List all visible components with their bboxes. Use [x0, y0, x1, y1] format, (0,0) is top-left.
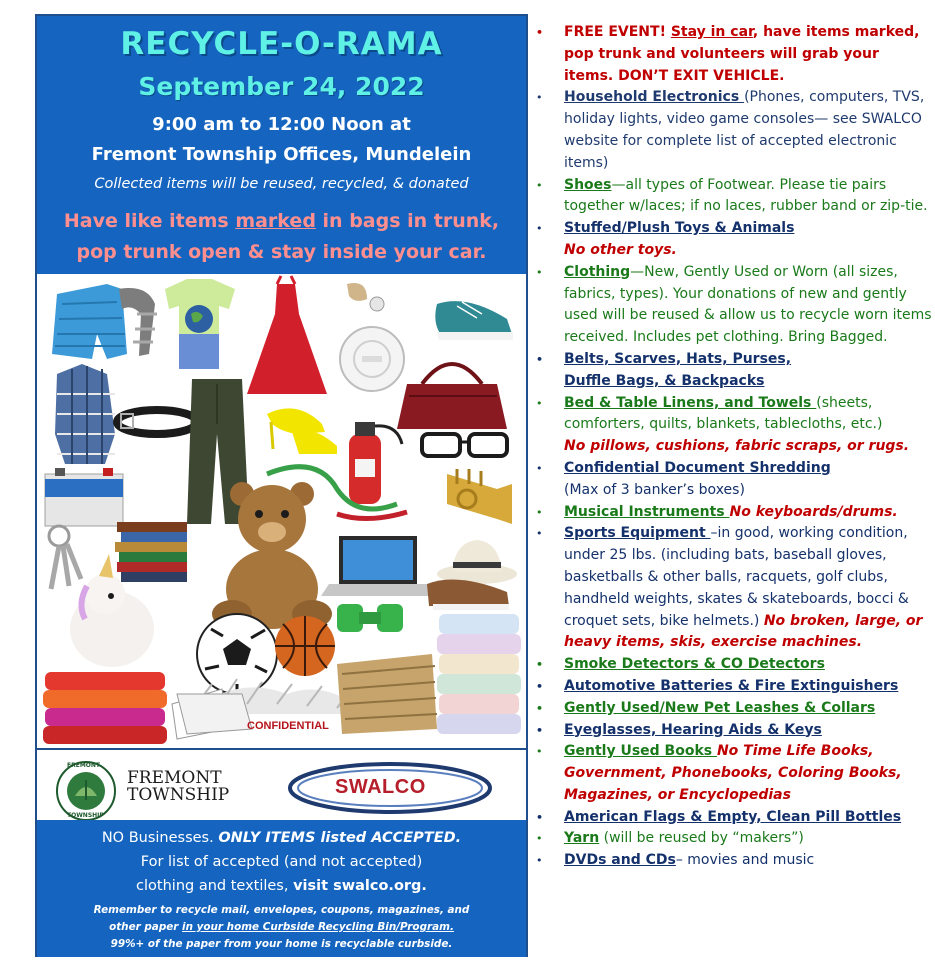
red-towels-icon — [43, 672, 167, 744]
footer-line1-pre: NO Businesses. — [101, 830, 219, 846]
dvds-body: – movies and music — [675, 852, 815, 869]
fremont-line1: FREMONT — [127, 768, 222, 788]
red-dress-icon — [247, 276, 327, 394]
sneaker-icon — [435, 301, 513, 340]
electronics-body: (Phones, computers, TVS, holiday lights, video game consoles— see SWALCO website for complete list of accepted electronic items) — [564, 89, 925, 171]
event-place: Fremont Township Offices, Mundelein — [91, 144, 472, 165]
electronics-title: Household Electronics — [564, 89, 745, 106]
bullet-icon: • — [536, 352, 544, 366]
bullet-icon: • — [536, 679, 544, 693]
list-item-dvds — [533, 850, 933, 872]
list-item-flags — [533, 807, 933, 829]
footer-small2-pre: other paper — [109, 921, 183, 933]
list-item-eyeglasses — [533, 720, 933, 742]
belts-line1: Belts, Scarves, Hats, Purses, — [564, 350, 792, 367]
bullet-icon: • — [536, 701, 544, 715]
toys-note: No other toys. — [564, 241, 677, 258]
eyeglasses-title: Eyeglasses, Hearing Aids & Keys — [564, 721, 822, 738]
sports-note: No broken, large, or heavy items, skis, exercise machines. — [564, 612, 923, 651]
hearing-aid-icon — [347, 283, 384, 311]
list-item-music — [533, 502, 933, 524]
trumpet-icon — [447, 469, 512, 524]
bullet-icon: • — [536, 832, 543, 846]
sports-title: Sports Equipment — [564, 525, 711, 542]
trunk-pre: Have like items — [63, 210, 236, 232]
smoke-detector-icon — [340, 327, 404, 391]
bullet-icon: • — [536, 505, 543, 519]
belt-icon — [117, 410, 197, 434]
books-note: No Time Life Books, Government, Phonebooks, Coloring Books, Magazines, or Encyclopedias — [564, 743, 902, 803]
list-item-clothing — [533, 262, 933, 349]
trunk-instructions — [37, 206, 526, 268]
books-icon — [115, 522, 187, 582]
leashes-title: Gently Used/New Pet Leashes & Collars — [564, 699, 876, 716]
footer-line3-pre: clothing and textiles, — [136, 878, 294, 894]
accepted-items-list — [533, 22, 933, 872]
belts-line2: Duffle Bags, & Backpacks — [564, 372, 765, 389]
list-item-free-event — [533, 22, 933, 87]
bullet-icon: • — [536, 854, 543, 868]
dumbbell-icon — [337, 604, 403, 632]
shoes-body: —all types of Footwear. Please tie pairs together w/laces; if no laces, rubber band or zip-tie. — [564, 176, 928, 215]
linens-note: No pillows, cushions, fabric scraps, or rugs. — [564, 438, 910, 455]
eyeglasses-icon — [422, 434, 507, 456]
puffer-jacket-icon — [52, 284, 127, 359]
shred-title: Confidential Document Shredding — [564, 459, 831, 476]
trunk-marked: marked — [235, 210, 316, 232]
list-item-leashes — [533, 698, 933, 720]
earth-tshirt-icon — [165, 279, 235, 369]
trunk-post: in bags in trunk, — [315, 210, 500, 232]
paper-bundle-icon — [337, 654, 437, 734]
bullet-icon: • — [536, 745, 543, 759]
clothing-body: —New, Gently Used or Worn (all sizes, fabrics, types). Your donations of new and gently used will be reused & allow us to recycle worn items received. Includes pet clothing. Bring Bagged. — [564, 263, 932, 346]
event-title: RECYCLE-O-RAMA — [120, 26, 443, 62]
fremont-seal-bottom: TOWNSHIP — [67, 812, 104, 819]
shoes-title: Shoes — [564, 176, 612, 193]
purse-icon — [397, 364, 507, 429]
event-date: September 24, 2022 — [138, 72, 425, 101]
bullet-icon: • — [536, 178, 543, 192]
list-item-batteries — [533, 676, 933, 698]
basketball-icon — [275, 616, 335, 676]
sponsor-logos — [37, 748, 526, 818]
list-item-toys — [533, 218, 933, 262]
list-item-linens — [533, 393, 933, 458]
yarn-title: Yarn — [564, 830, 600, 847]
boat-shoes-icon — [427, 580, 509, 611]
confidential-label: CONFIDENTIAL — [247, 720, 329, 732]
collected-note: Collected items will be reused, recycled, & donated — [94, 176, 469, 192]
shred-body: (Max of 3 banker’s boxes) — [564, 481, 745, 498]
bullet-icon: • — [536, 265, 543, 279]
dvds-title: DVDs and CDs — [564, 852, 676, 869]
list-item-shoes — [533, 175, 933, 219]
accepted-items-collage — [37, 274, 526, 748]
list-item-books — [533, 741, 933, 806]
flyer-panel — [35, 14, 528, 957]
linens-title: Bed & Table Linens, and Towels — [564, 394, 817, 411]
file-box-icon — [177, 694, 252, 734]
event-time: 9:00 am to 12:00 Noon at — [152, 114, 411, 135]
soccer-ball-icon — [197, 614, 277, 694]
towels-icon — [437, 614, 521, 734]
fedora-hat-icon — [437, 540, 517, 584]
list-item-shredding — [533, 458, 933, 502]
swalco-website-link: visit swalco.org. — [293, 878, 427, 894]
swalco-logo-text: SWALCO — [335, 776, 426, 798]
books-title: Gently Used Books — [564, 743, 717, 760]
fremont-seal-top: FREMONT — [67, 762, 101, 769]
list-item-belts — [533, 349, 933, 393]
bullet-icon: • — [536, 723, 544, 737]
music-title: Musical Instruments — [564, 503, 730, 520]
linens-body: (sheets, comforters, quilts, blankets, tablecloths, etc.) — [564, 394, 883, 433]
bullet-icon: • — [536, 527, 543, 541]
bullet-icon: • — [536, 26, 544, 39]
music-note: No keyboards/drums. — [729, 503, 898, 520]
fire-extinguisher-icon — [349, 422, 402, 504]
toys-title: Stuffed/Plush Toys & Animals — [564, 220, 795, 237]
bullet-icon: • — [536, 396, 543, 410]
batteries-title: Automotive Batteries & Fire Extinguishers — [564, 677, 899, 694]
footer-small2 — [49, 921, 514, 933]
collage-svg — [37, 274, 526, 748]
free-event-u: Stay in car — [670, 24, 753, 40]
clothing-title: Clothing — [564, 263, 631, 280]
keys-icon — [49, 526, 81, 589]
high-heels-icon — [267, 408, 337, 454]
smoke-title: Smoke Detectors & CO Detectors — [564, 656, 825, 673]
list-item-sports — [533, 523, 933, 654]
footer-line1 — [37, 830, 526, 846]
car-battery-icon — [45, 468, 123, 526]
footer-line2: For list of accepted (and not accepted) — [140, 854, 423, 870]
bullet-icon: • — [536, 91, 543, 105]
list-item-electronics — [533, 87, 933, 174]
list-item-smoke — [533, 654, 933, 676]
yarn-body: (will be reused by “makers”) — [599, 830, 804, 847]
footer-small2-u: in your home Curbside Recycling Bin/Program. — [182, 921, 454, 933]
trunk-line2: pop trunk open & stay inside your car. — [76, 241, 487, 263]
laptop-icon — [321, 536, 435, 596]
bullet-icon: • — [536, 461, 543, 475]
footer-line3 — [37, 878, 526, 894]
flyer-footer — [37, 820, 526, 957]
plaid-shirt-icon — [55, 364, 115, 464]
free-event-1: FREE EVENT! — [564, 24, 671, 40]
list-item-yarn — [533, 828, 933, 850]
event-header — [37, 16, 526, 274]
fremont-line2: TOWNSHIP — [127, 785, 230, 805]
footer-line1-em: ONLY ITEMS listed ACCEPTED. — [218, 830, 462, 846]
free-event-2: , have items marked, pop trunk and volunteers will grab your items. DON’T EXIT VEHICLE. — [564, 24, 920, 84]
sports-body: –in good, working condition, under 25 lbs. (including bats, baseball gloves, basketballs & other balls, racquets, golf clubs, handheld weights, skates & skateboards, bocci & croquet sets, bike helmets.) — [564, 525, 909, 629]
bullet-icon: • — [536, 222, 543, 236]
footer-small3: 99%+ of the paper from your home is recyclable curbside. — [110, 938, 453, 950]
bullet-icon: • — [536, 810, 544, 824]
bullet-icon: • — [536, 658, 544, 672]
footer-small1: Remember to recycle mail, envelopes, coupons, magazines, and — [93, 904, 470, 916]
fremont-township-logo-text — [127, 770, 229, 804]
flags-title: American Flags & Empty, Clean Pill Bottles — [564, 808, 902, 825]
